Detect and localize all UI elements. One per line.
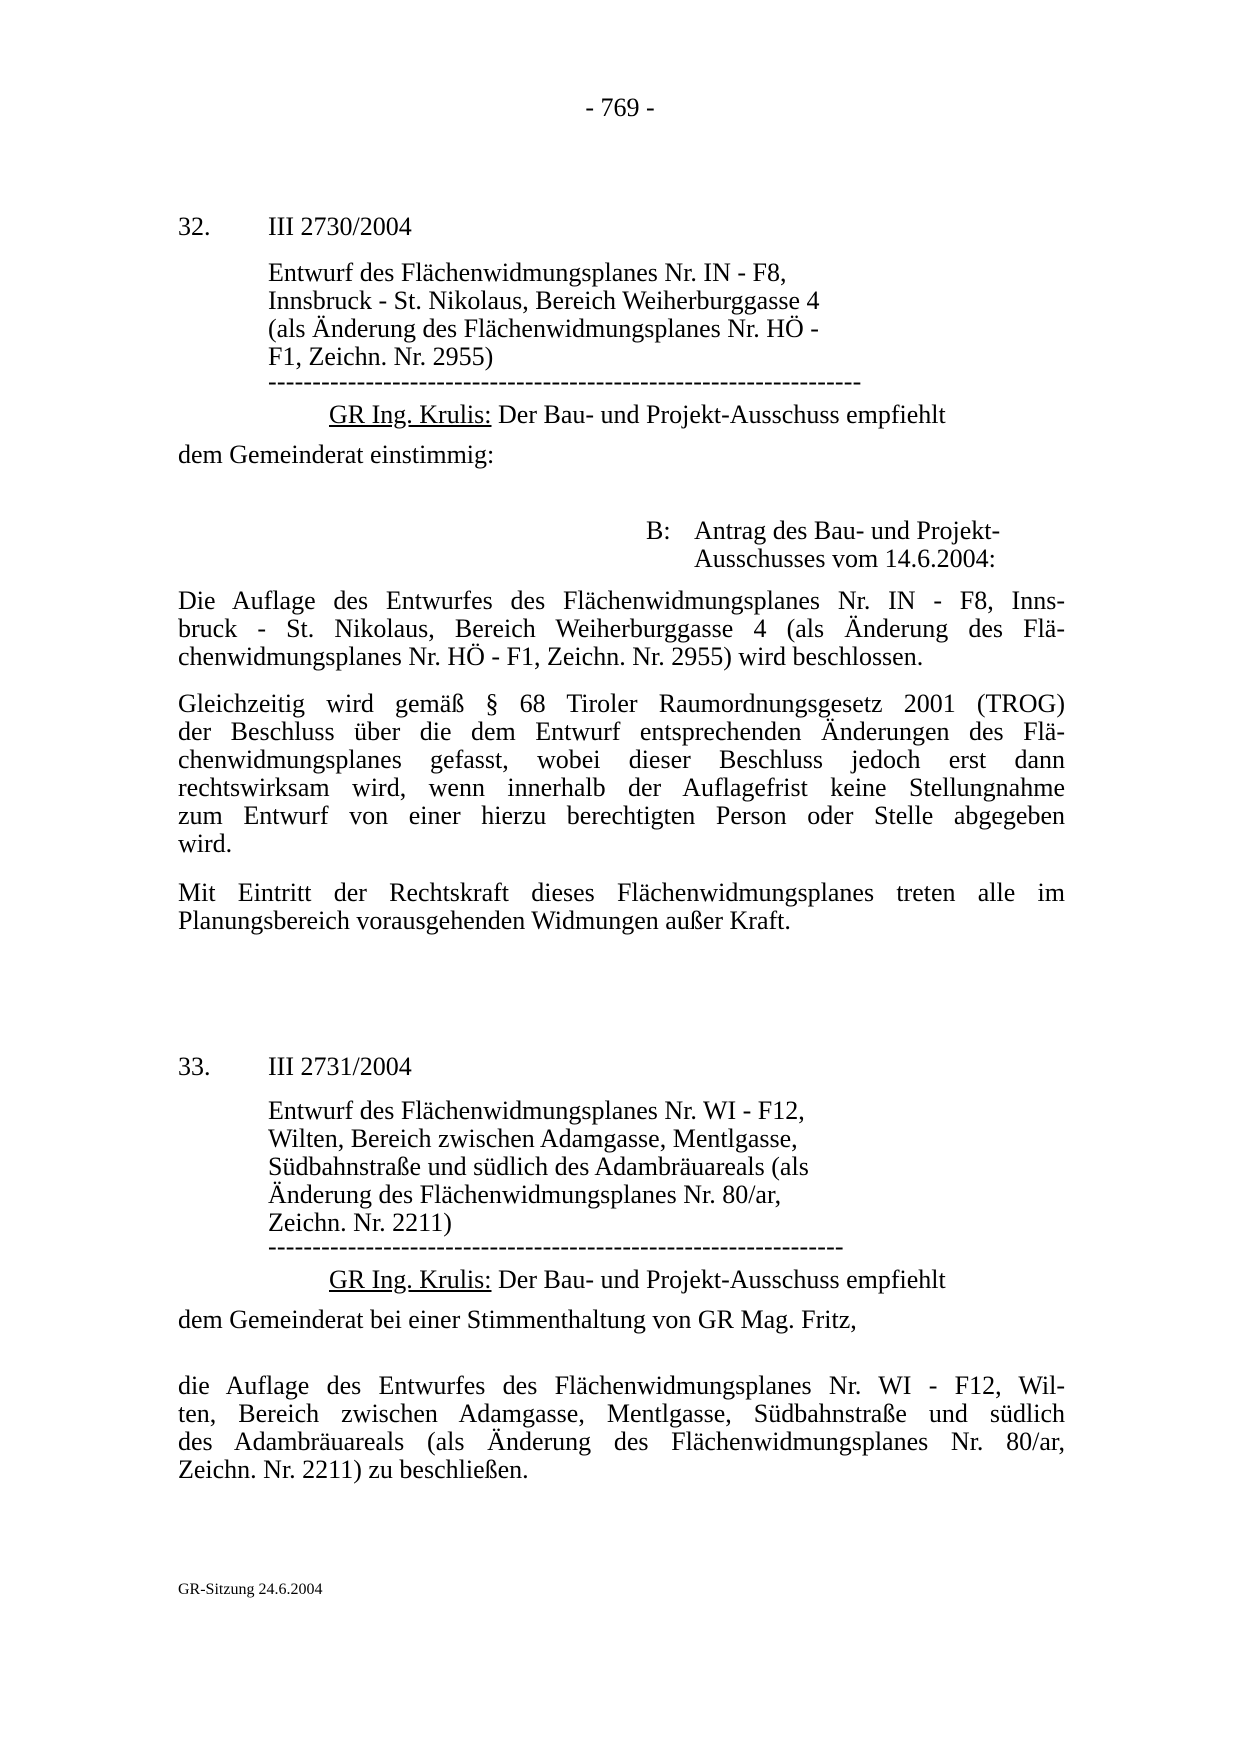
paragraph: [178, 587, 1065, 671]
paragraph-line: die Auflage des Entwurfes des Flächenwidmungsplanes Nr. WI - F12, Wil-: [178, 1371, 1065, 1400]
speaker-statement: [329, 401, 946, 429]
title-line: Entwurf des Flächenwidmungsplanes Nr. WI - F12,: [268, 1096, 805, 1125]
title-line: F1, Zeichn. Nr. 2955): [268, 342, 494, 371]
motion-heading: [646, 517, 1000, 573]
speaker-statement: [329, 1266, 946, 1294]
paragraph-line: zum Entwurf von einer hierzu berechtigten Person oder Stelle abgegeben: [178, 801, 1065, 830]
item-number: 33.: [178, 1052, 211, 1081]
paragraph-line: Gleichzeitig wird gemäß § 68 Tiroler Raumordnungsgesetz 2001 (TROG): [178, 689, 1065, 718]
item-reference: III 2730/2004: [268, 212, 412, 241]
statement-continuation: dem Gemeinderat einstimmig:: [178, 440, 495, 469]
separator-line: -------------------------------------------------------------------: [268, 367, 862, 396]
item-title: [268, 259, 820, 371]
title-line: Wilten, Bereich zwischen Adamgasse, Mentlgasse,: [268, 1124, 798, 1153]
title-line: Entwurf des Flächenwidmungsplanes Nr. IN - F8,: [268, 258, 787, 287]
paragraph: [178, 1372, 1065, 1484]
title-line: Zeichn. Nr. 2211): [268, 1208, 452, 1237]
item-number: 32.: [178, 212, 211, 241]
paragraph-line: Planungsbereich vorausgehenden Widmungen außer Kraft.: [178, 906, 791, 935]
paragraph-line: bruck - St. Nikolaus, Bereich Weiherburggasse 4 (als Änderung des Flä-: [178, 614, 1065, 643]
paragraph-line: chenwidmungsplanes Nr. HÖ - F1, Zeichn. Nr. 2955) wird beschlossen.: [178, 642, 924, 671]
statement-text: Der Bau- und Projekt-Ausschuss empfiehlt: [491, 1265, 946, 1294]
paragraph-line: Die Auflage des Entwurfes des Flächenwidmungsplanes Nr. IN - F8, Inns-: [178, 586, 1065, 615]
statement-continuation: dem Gemeinderat bei einer Stimmenthaltung von GR Mag. Fritz,: [178, 1305, 857, 1334]
title-line: Südbahnstraße und südlich des Adambräuareals (als: [268, 1152, 809, 1181]
item-reference: III 2731/2004: [268, 1052, 412, 1081]
title-line: (als Änderung des Flächenwidmungsplanes Nr. HÖ -: [268, 314, 819, 343]
item-title: [268, 1097, 809, 1237]
paragraph-line: wird.: [178, 829, 233, 858]
separator-line: -----------------------------------------------------------------: [268, 1232, 844, 1261]
paragraph: [178, 690, 1065, 858]
statement-text: Der Bau- und Projekt-Ausschuss empfiehlt: [491, 400, 946, 429]
paragraph-line: der Beschluss über die dem Entwurf entsprechenden Änderungen des Flä-: [178, 717, 1065, 746]
paragraph-line: ten, Bereich zwischen Adamgasse, Mentlgasse, Südbahnstraße und südlich: [178, 1399, 1065, 1428]
paragraph: [178, 879, 1065, 935]
paragraph-line: rechtswirksam wird, wenn innerhalb der Auflagefrist keine Stellungnahme: [178, 773, 1065, 802]
motion-line: Ausschusses vom 14.6.2004:: [694, 544, 996, 573]
speaker-name: GR Ing. Krulis:: [329, 400, 492, 429]
paragraph-line: chenwidmungsplanes gefasst, wobei dieser Beschluss jedoch erst dann: [178, 745, 1065, 774]
motion-label: B:: [646, 516, 671, 545]
paragraph-line: Zeichn. Nr. 2211) zu beschließen.: [178, 1455, 529, 1484]
paragraph-line: des Adambräuareals (als Änderung des Flächenwidmungsplanes Nr. 80/ar,: [178, 1427, 1065, 1456]
speaker-name: GR Ing. Krulis:: [329, 1265, 492, 1294]
page-number: - 769 -: [585, 93, 655, 122]
title-line: Änderung des Flächenwidmungsplanes Nr. 80/ar,: [268, 1180, 782, 1209]
footer-session-date: GR-Sitzung 24.6.2004: [178, 1581, 323, 1598]
motion-line: Antrag des Bau- und Projekt-: [694, 516, 1001, 545]
paragraph-line: Mit Eintritt der Rechtskraft dieses Flächenwidmungsplanes treten alle im: [178, 878, 1065, 907]
title-line: Innsbruck - St. Nikolaus, Bereich Weiherburggasse 4: [268, 286, 820, 315]
